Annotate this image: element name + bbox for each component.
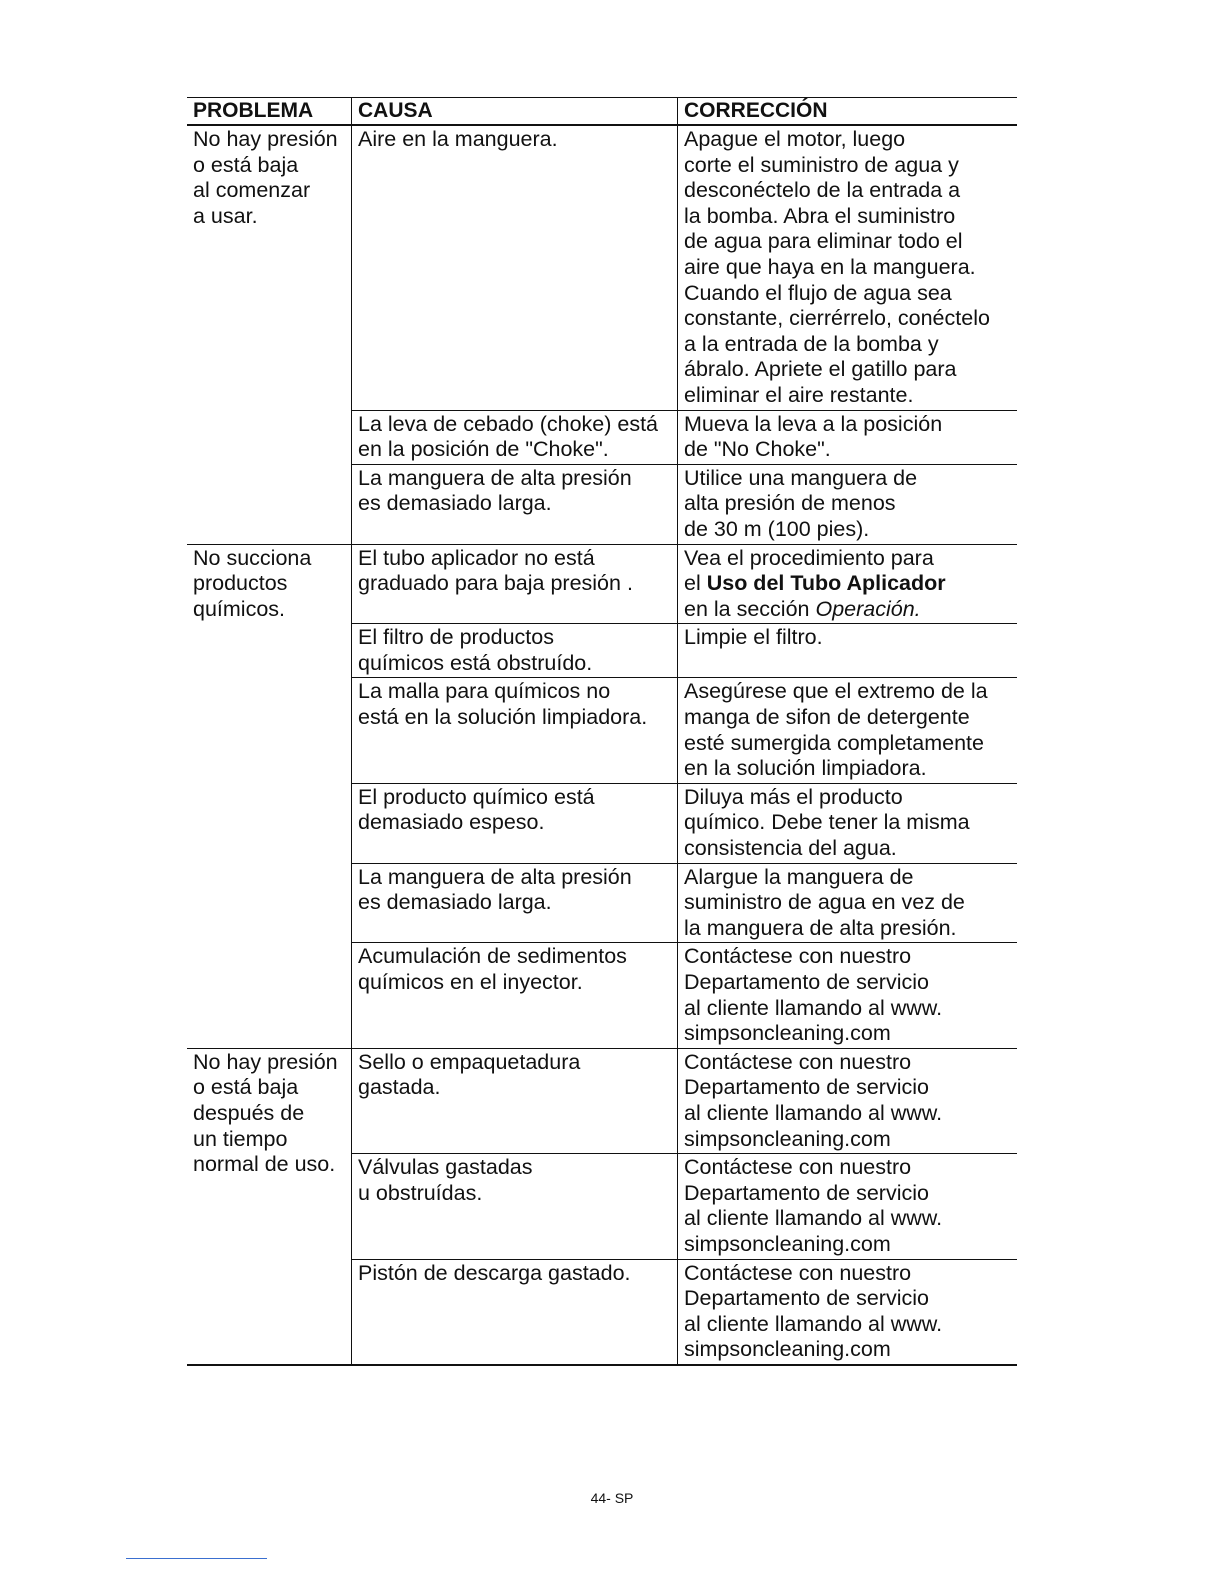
header-correction: CORRECCIÓN xyxy=(678,98,1018,126)
table-header-row xyxy=(187,98,1017,126)
problem-cell: No succiona productos químicos. xyxy=(187,544,352,1048)
cause-cell: La manguera de alta presión es demasiado larga. xyxy=(352,863,678,943)
page-number: 44- SP xyxy=(590,1490,634,1506)
cause-cell: El filtro de productos químicos está obstruído. xyxy=(352,624,678,678)
cause-cell: El producto químico está demasiado espeso. xyxy=(352,783,678,863)
cause-cell: La malla para químicos no está en la solución limpiadora. xyxy=(352,678,678,783)
table-row xyxy=(187,1048,1017,1153)
correction-cell: Utilice una manguera de alta presión de menos de 30 m (100 pies). xyxy=(678,464,1018,544)
cause-cell: Acumulación de sedimentos químicos en el inyector. xyxy=(352,943,678,1048)
cause-cell: La leva de cebado (choke) está en la posición de "Choke". xyxy=(352,410,678,464)
correction-cell: Apague el motor, luego corte el suministro de agua y desconéctelo de la entrada a la bomba. Abra el suministro de agua para eliminar todo el aire que haya en la manguera. Cuando el flujo de agua sea constante, cierrérrelo, conéctelo a la entrada de la bomba y ábralo. Apriete el gatillo para eliminar el aire restante. xyxy=(678,125,1018,410)
cause-cell: El tubo aplicador no está graduado para baja presión . xyxy=(352,544,678,624)
header-problem: PROBLEMA xyxy=(187,98,352,126)
cause-cell: La manguera de alta presión es demasiado larga. xyxy=(352,464,678,544)
correction-cell: Diluya más el producto químico. Debe tener la misma consistencia del agua. xyxy=(678,783,1018,863)
table-row xyxy=(187,544,1017,624)
correction-bold-text: Uso del Tubo Aplicador xyxy=(706,571,946,596)
cause-cell: Aire en la manguera. xyxy=(352,125,678,410)
correction-italic-text: Operación. xyxy=(815,596,921,621)
correction-cell xyxy=(678,544,1018,624)
correction-cell: Contáctese con nuestro Departamento de servicio al cliente llamando al www. simpsoncleaning.com xyxy=(678,943,1018,1048)
correction-cell: Asegúrese que el extremo de la manga de sifon de detergente esté sumergida completamente en la solución limpiadora. xyxy=(678,678,1018,783)
troubleshooting-table xyxy=(187,97,1017,1366)
correction-cell: Limpie el filtro. xyxy=(678,624,1018,678)
cause-cell: Sello o empaquetadura gastada. xyxy=(352,1048,678,1153)
header-cause: CAUSA xyxy=(352,98,678,126)
correction-text: en la sección xyxy=(684,596,816,621)
table-row xyxy=(187,125,1017,410)
correction-cell: Contáctese con nuestro Departamento de servicio al cliente llamando al www. simpsoncleaning.com xyxy=(678,1048,1018,1153)
correction-cell: Contáctese con nuestro Departamento de servicio al cliente llamando al www. simpsoncleaning.com xyxy=(678,1259,1018,1365)
correction-text: el xyxy=(684,571,707,596)
problem-cell: No hay presión o está baja después de un tiempo normal de uso. xyxy=(187,1048,352,1365)
footer-rule xyxy=(126,1558,267,1559)
correction-cell: Contáctese con nuestro Departamento de servicio al cliente llamando al www. simpsoncleaning.com xyxy=(678,1154,1018,1259)
problem-cell: No hay presión o está baja al comenzar a usar. xyxy=(187,125,352,544)
correction-cell: Alargue la manguera de suministro de agua en vez de la manguera de alta presión. xyxy=(678,863,1018,943)
cause-cell: Pistón de descarga gastado. xyxy=(352,1259,678,1365)
correction-line: Vea el procedimiento para xyxy=(684,545,934,570)
correction-cell: Mueva la leva a la posición de "No Choke". xyxy=(678,410,1018,464)
cause-cell: Válvulas gastadas u obstruídas. xyxy=(352,1154,678,1259)
